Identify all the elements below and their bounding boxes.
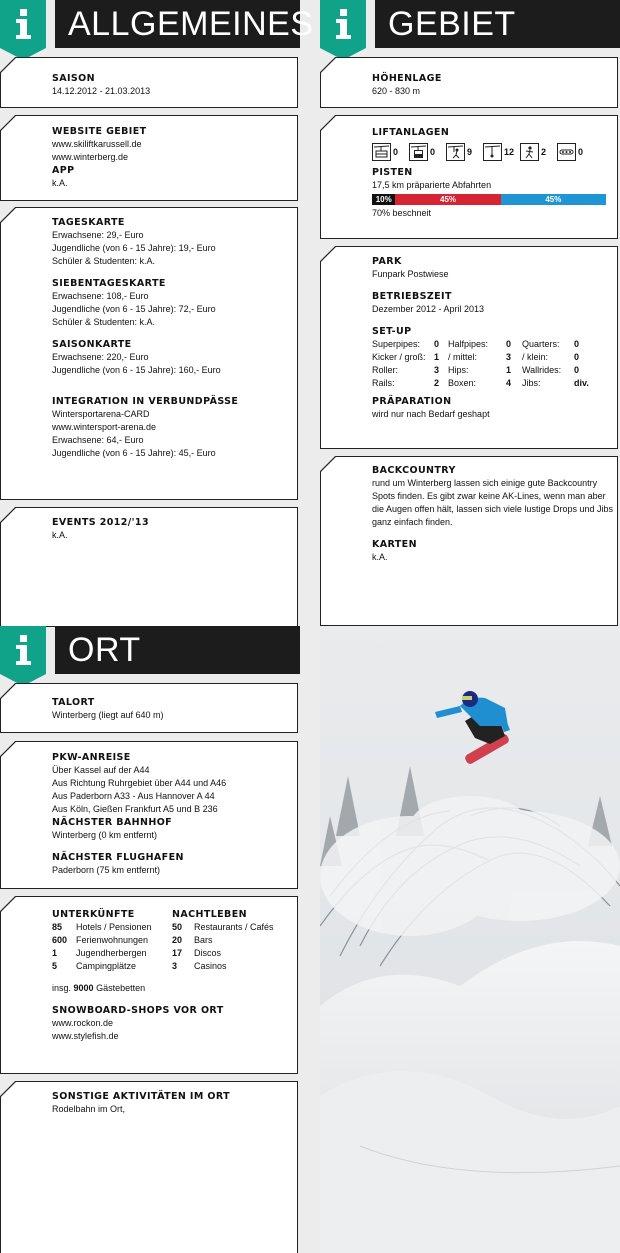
setup-value: 4 [506, 378, 512, 388]
setup-value: 1 [434, 352, 440, 362]
setup-key: Kicker / groß: [372, 352, 426, 362]
tageskarte-line: Schüler & Studenten: k.A. [52, 256, 156, 266]
app-value: k.A. [52, 178, 68, 188]
saison-label: SAISON [52, 73, 95, 84]
beschneit: 70% beschneit [372, 208, 432, 218]
nachtleben-count: 20 [172, 935, 183, 945]
bahnhof-value: Winterberg (0 km entfernt) [52, 830, 158, 840]
allgemeines-header [55, 0, 314, 48]
unterkunft-type: Jugendherbergen [76, 948, 147, 958]
saisonkarte-label: SAISONKARTE [52, 339, 132, 350]
setup-key: Boxen: [448, 378, 477, 388]
unterkunft-type: Ferienwohnungen [76, 935, 149, 945]
piste-black-segment: 10% [372, 194, 395, 205]
unterkunft-type: Campingplätze [76, 961, 137, 971]
ort-header [55, 626, 300, 674]
info-icon [320, 0, 366, 60]
nachtleben-type: Discos [194, 948, 222, 958]
hoehenlage-label: HÖHENLAGE [372, 73, 442, 84]
setup-key: Rails: [372, 378, 395, 388]
nachtleben-type: Casinos [194, 961, 227, 971]
integration-label: INTEGRATION IN VERBUNDPÄSSE [52, 396, 239, 407]
info-icon [0, 0, 46, 60]
events-value: k.A. [52, 530, 68, 540]
lift-count: 9 [467, 146, 473, 157]
setup-value: 0 [506, 339, 512, 349]
siebentageskarte-label: SIEBENTAGESKARTE [52, 278, 166, 289]
backcountry-line: rund um Winterberg lassen sich einige gute Backcountry [372, 478, 598, 488]
talort-value: Winterberg (liegt auf 640 m) [52, 710, 164, 720]
integration-line: Wintersportarena-CARD [52, 409, 150, 419]
gaestebetten-number: 9000 [73, 983, 94, 993]
setup-value: 0 [574, 365, 580, 375]
saisonkarte-line: Erwachsene: 220,- Euro [52, 352, 149, 362]
pkw-line: Aus Paderborn A33 - Aus Hannover A 44 [52, 791, 215, 801]
snowboarder-photo [320, 626, 620, 1253]
aktivitaeten-label: SONSTIGE AKTIVITÄTEN IM ORT [52, 1091, 231, 1102]
conveyor-belt-icon [557, 143, 576, 161]
lift-item [483, 143, 516, 161]
chairlift-icon [372, 143, 391, 161]
betriebszeit-label: BETRIEBSZEIT [372, 291, 452, 302]
aktivitaeten-box [0, 1081, 298, 1253]
talort-box [0, 683, 298, 733]
unterkunft-count: 5 [52, 961, 58, 971]
shop-link[interactable]: www.rockon.de [52, 1018, 114, 1028]
website-link-1[interactable]: www.skiliftkarussell.de [52, 139, 142, 149]
unterkunft-count: 1 [52, 948, 58, 958]
gebiet-title: GEBIET [388, 5, 516, 43]
setup-key: Quarters: [522, 339, 560, 349]
gaestebetten-prefix: insg. [52, 983, 72, 993]
backcountry-line: die Augen offen hält, lassen sich viele lustige Drops und Jibs [372, 504, 613, 514]
unterkuenfte-label: UNTERKÜNFTE [52, 909, 135, 920]
hoehenlage-box [320, 57, 618, 108]
siebentageskarte-line: Schüler & Studenten: k.A. [52, 317, 156, 327]
lift-count: 12 [504, 146, 515, 157]
app-label: APP [52, 165, 75, 176]
lift-count: 0 [578, 146, 584, 157]
lift-count: 0 [393, 146, 399, 157]
setup-key: Halfpipes: [448, 339, 489, 349]
pkw-line: Aus Köln, Gießen Frankfurt A5 und B 236 [52, 804, 218, 814]
park-box [320, 246, 618, 449]
people-mover-icon [520, 143, 539, 161]
pkw-line: Über Kassel auf der A44 [52, 765, 150, 775]
pkw-line: Aus Richtung Ruhrgebiet über A44 und A46 [52, 778, 227, 788]
unterkunft-type: Hotels / Pensionen [76, 922, 152, 932]
setup-value: 0 [574, 352, 580, 362]
setup-label: SET-UP [372, 326, 412, 337]
integration-line: Jugendliche (von 6 - 15 Jahre): 45,- Euro [52, 448, 216, 458]
setup-key: Jibs: [522, 378, 541, 388]
t-bar-lift-icon [446, 143, 465, 161]
lift-item [372, 143, 405, 161]
integration-line: Erwachsene: 64,- Euro [52, 435, 144, 445]
shops-label: SNOWBOARD-SHOPS VOR ORT [52, 1005, 224, 1016]
backcountry-box [320, 456, 618, 626]
pisten-bar [372, 194, 606, 205]
tageskarte-label: TAGESKARTE [52, 217, 125, 228]
gaestebetten-suffix: Gästebetten [96, 983, 146, 993]
pkw-label: PKW-ANREISE [52, 752, 131, 763]
saisonkarte-line: Jugendliche (von 6 - 15 Jahre): 160,- Euro [52, 365, 221, 375]
setup-value: 3 [434, 365, 440, 375]
events-label: EVENTS 2012/'13 [52, 517, 149, 528]
pisten-desc: 17,5 km präparierte Abfahrten [372, 180, 492, 190]
setup-key: Wallrides: [522, 365, 562, 375]
setup-key: / mittel: [448, 352, 478, 362]
setup-value: 2 [434, 378, 440, 388]
setup-table [372, 338, 611, 390]
lift-item [557, 143, 590, 161]
backcountry-line: ganz einfach finden. [372, 517, 453, 527]
piste-blue-segment: 45% [501, 194, 606, 205]
praeparation-value: wird nur nach Bedarf geshapt [372, 409, 490, 419]
lift-list [372, 143, 611, 161]
gebiet-header [375, 0, 620, 48]
gebiet-column [320, 0, 620, 626]
backcountry-label: BACKCOUNTRY [372, 465, 456, 476]
setup-value: 0 [574, 339, 580, 349]
website-label: WEBSITE GEBIET [52, 126, 147, 137]
praeparation-label: PRÄPARATION [372, 396, 452, 407]
setup-key: / klein: [522, 352, 549, 362]
lift-count: 0 [430, 146, 436, 157]
nachtleben-type: Restaurants / Cafés [194, 922, 274, 932]
allgemeines-title: ALLGEMEINES [68, 5, 314, 43]
liftanlagen-label: LIFTANLAGEN [372, 127, 450, 138]
flughafen-value: Paderborn (75 km entfernt) [52, 865, 161, 875]
unterkuenfte-box [0, 896, 298, 1074]
unterkunft-count: 600 [52, 935, 68, 945]
setup-value: div. [574, 378, 589, 388]
info-icon [0, 626, 46, 686]
setup-value: 3 [506, 352, 512, 362]
hoehenlage-value: 620 - 830 m [372, 86, 421, 96]
setup-value: 0 [434, 339, 440, 349]
nachtleben-count: 17 [172, 948, 183, 958]
lift-item [446, 143, 479, 161]
setup-key: Superpipes: [372, 339, 421, 349]
integration-link[interactable]: www.wintersport-arena.de [52, 422, 157, 432]
lift-count: 2 [541, 146, 547, 157]
karten-value: k.A. [372, 552, 388, 562]
lift-item [520, 143, 553, 161]
backcountry-line: Spots finden. Es gibt zwar keine AK-Lines, wenn man aber [372, 491, 606, 501]
shop-link[interactable]: www.stylefish.de [52, 1031, 119, 1041]
saison-box [0, 57, 298, 108]
pisten-label: PISTEN [372, 167, 413, 178]
siebentageskarte-line: Erwachsene: 108,- Euro [52, 291, 149, 301]
website-box [0, 115, 298, 201]
nachtleben-label: NACHTLEBEN [172, 909, 247, 920]
karten-label: KARTEN [372, 539, 417, 550]
setup-key: Hips: [448, 365, 469, 375]
drag-lift-icon [483, 143, 502, 161]
tickets-box [0, 207, 298, 500]
saison-value: 14.12.2012 - 21.03.2013 [52, 86, 151, 96]
unterkunft-count: 85 [52, 922, 63, 932]
tageskarte-line: Erwachsene: 29,- Euro [52, 230, 144, 240]
setup-value: 1 [506, 365, 512, 375]
betriebszeit-value: Dezember 2012 - April 2013 [372, 304, 485, 314]
bahnhof-label: NÄCHSTER BAHNHOF [52, 817, 173, 828]
nachtleben-type: Bars [194, 935, 213, 945]
talort-label: TALORT [52, 697, 95, 708]
events-box [0, 507, 298, 627]
siebentageskarte-line: Jugendliche (von 6 - 15 Jahre): 72,- Euro [52, 304, 216, 314]
lift-item [409, 143, 442, 161]
tageskarte-line: Jugendliche (von 6 - 15 Jahre): 19,- Euro [52, 243, 216, 253]
piste-red-segment: 45% [395, 194, 500, 205]
setup-key: Roller: [372, 365, 399, 375]
nachtleben-count: 3 [172, 961, 178, 971]
park-label: PARK [372, 256, 402, 267]
website-link-2[interactable]: www.winterberg.de [52, 152, 129, 162]
lifte-pisten-box [320, 115, 618, 239]
ort-title: ORT [68, 631, 141, 669]
flughafen-label: NÄCHSTER FLUGHAFEN [52, 852, 184, 863]
anreise-box [0, 741, 298, 889]
gaestebetten [52, 982, 291, 995]
gondola-icon [409, 143, 428, 161]
nachtleben-count: 50 [172, 922, 183, 932]
park-value: Funpark Postwiese [372, 269, 449, 279]
aktivitaeten-value: Rodelbahn im Ort, [52, 1104, 126, 1114]
